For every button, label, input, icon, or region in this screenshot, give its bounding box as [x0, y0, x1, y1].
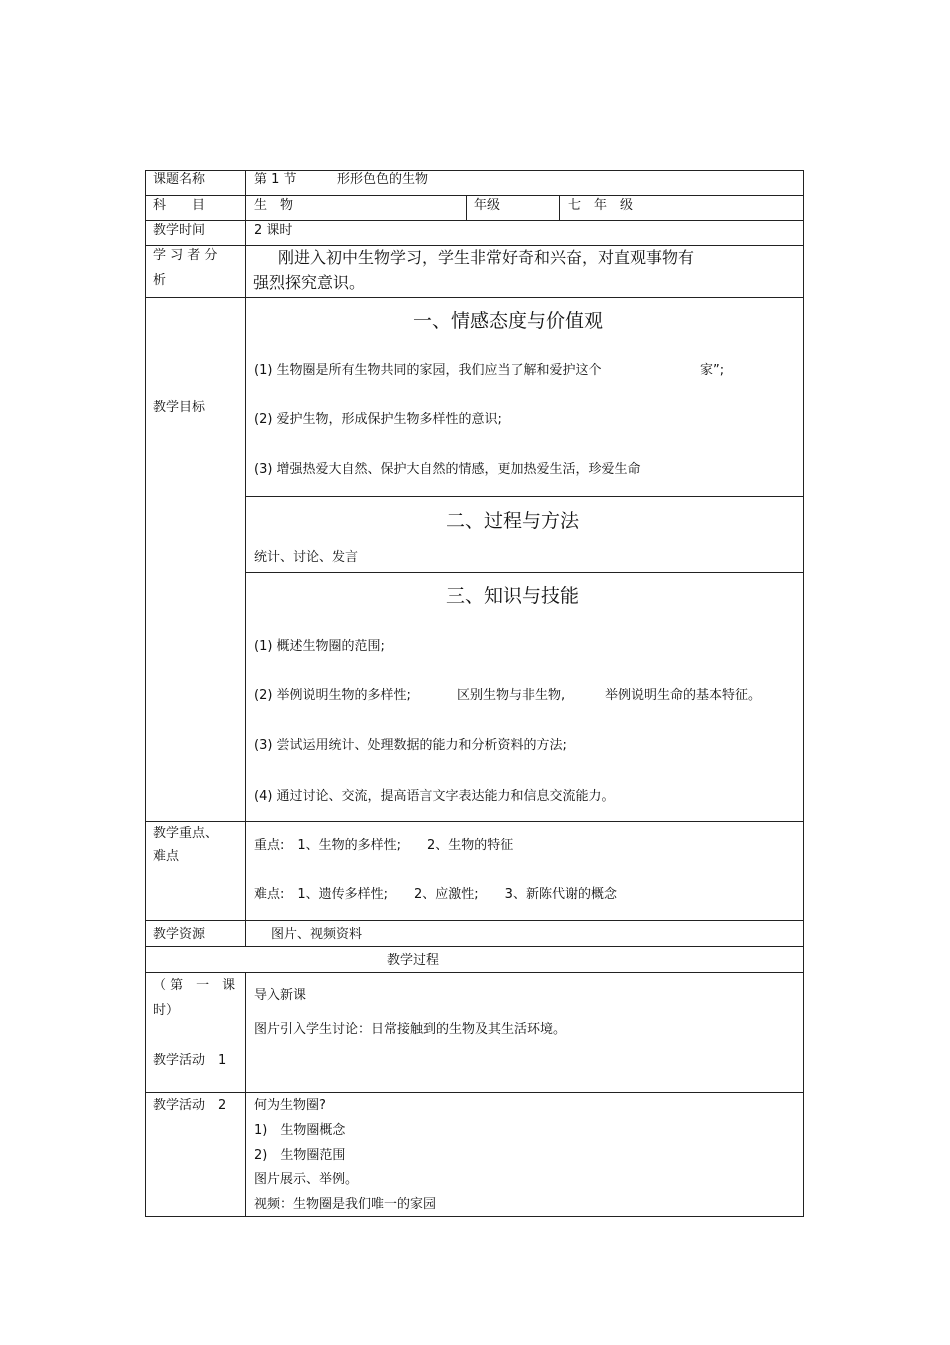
- attitude-item-1-end: 家”;: [700, 363, 725, 378]
- attitude-item-1: (1) 生物圈是所有生物共同的家园，我们应当了解和爱护这个: [254, 363, 602, 378]
- row-divider: [145, 220, 804, 221]
- activity2-line2: 1) 生物圈概念: [254, 1123, 346, 1138]
- grade-value: 七 年 级: [568, 198, 634, 213]
- table-border-left: [145, 170, 146, 1217]
- knowledge-item-2b: 区别生物与非生物,: [457, 688, 566, 703]
- grade-column-divider: [466, 195, 467, 221]
- activity2-line4: 图片展示、举例。: [254, 1172, 359, 1187]
- grade-value-divider: [559, 195, 560, 221]
- section-heading-methods: 二、过程与方法: [446, 510, 580, 532]
- activity2-line3: 2) 生物圈范围: [254, 1148, 346, 1163]
- key-point-text: 重点: 1、生物的多样性; 2、生物的特征: [254, 838, 514, 853]
- objectives-label: 教学目标: [153, 400, 206, 415]
- keypoints-label-line2: 难点: [153, 849, 180, 864]
- subject-label: 科 目: [153, 198, 206, 213]
- row-divider: [145, 920, 804, 921]
- time-value: 2 课时: [254, 223, 293, 238]
- keypoints-label-line1: 教学重点、: [153, 826, 219, 841]
- methods-text: 统计、讨论、发言: [254, 550, 359, 565]
- knowledge-item-2a: (2) 举例说明生物的多样性;: [254, 688, 411, 703]
- label-column-divider: [245, 972, 246, 1217]
- time-label: 教学时间: [153, 223, 206, 238]
- title-section: 第 1 节: [254, 172, 297, 187]
- activity1-label-line3: 教学活动 1: [153, 1053, 227, 1068]
- title-value: 形形色色的生物: [337, 172, 429, 187]
- resources-value: 图片、视频资料: [271, 927, 363, 942]
- table-border-right: [803, 170, 804, 1217]
- attitude-item-3: (3) 增强热爱大自然、保护大自然的情感，更加热爱生活，珍爱生命: [254, 462, 641, 477]
- title-label: 课题名称: [153, 172, 206, 187]
- resources-label: 教学资源: [153, 927, 206, 942]
- subject-value: 生 物: [254, 198, 294, 213]
- knowledge-item-2c: 举例说明生命的基本特征。: [605, 688, 762, 703]
- activity2-line1: 何为生物圈?: [254, 1098, 326, 1113]
- row-divider: [245, 496, 804, 497]
- section-heading-knowledge: 三、知识与技能: [446, 585, 580, 607]
- learner-label-line2: 析: [153, 273, 167, 288]
- row-divider: [145, 946, 804, 947]
- table-border-bottom: [145, 1216, 804, 1217]
- row-divider: [145, 297, 804, 298]
- table-border-top: [145, 170, 804, 171]
- label-column-divider: [245, 170, 246, 947]
- activity1-line2: 图片引入学生讨论：日常接触到的生物及其生活环境。: [254, 1022, 567, 1037]
- activity1-line1: 导入新课: [254, 988, 307, 1003]
- row-divider: [245, 572, 804, 573]
- row-divider: [145, 972, 804, 973]
- row-divider: [145, 245, 804, 246]
- row-divider: [145, 195, 804, 196]
- learner-text-line1: 刚进入初中生物学习，学生非常好奇和兴奋，对直观事物有: [278, 248, 695, 267]
- activity1-label-line2: 时）: [153, 1003, 180, 1018]
- grade-label: 年级: [474, 198, 501, 213]
- activity1-label-line1: （ 第 一 课: [153, 978, 236, 993]
- learner-text-line2: 强烈探究意识。: [253, 273, 366, 292]
- knowledge-item-4: (4) 通过讨论、交流，提高语言文字表达能力和信息交流能力。: [254, 789, 615, 804]
- row-divider: [145, 1092, 804, 1093]
- knowledge-item-3: (3) 尝试运用统计、处理数据的能力和分析资料的方法;: [254, 738, 567, 753]
- knowledge-item-1: (1) 概述生物圈的范围;: [254, 639, 385, 654]
- attitude-item-2: (2) 爱护生物，形成保护生物多样性的意识;: [254, 412, 502, 427]
- activity2-line5: 视频：生物圈是我们唯一的家园: [254, 1197, 437, 1212]
- section-heading-attitudes: 一、情感态度与价值观: [413, 310, 604, 332]
- process-heading: 教学过程: [387, 953, 440, 968]
- activity2-label: 教学活动 2: [153, 1098, 227, 1113]
- row-divider: [145, 821, 804, 822]
- learner-label-line1: 学 习 者 分: [153, 248, 218, 263]
- difficult-point-text: 难点: 1、遗传多样性; 2、应激性; 3、新陈代谢的概念: [254, 887, 617, 902]
